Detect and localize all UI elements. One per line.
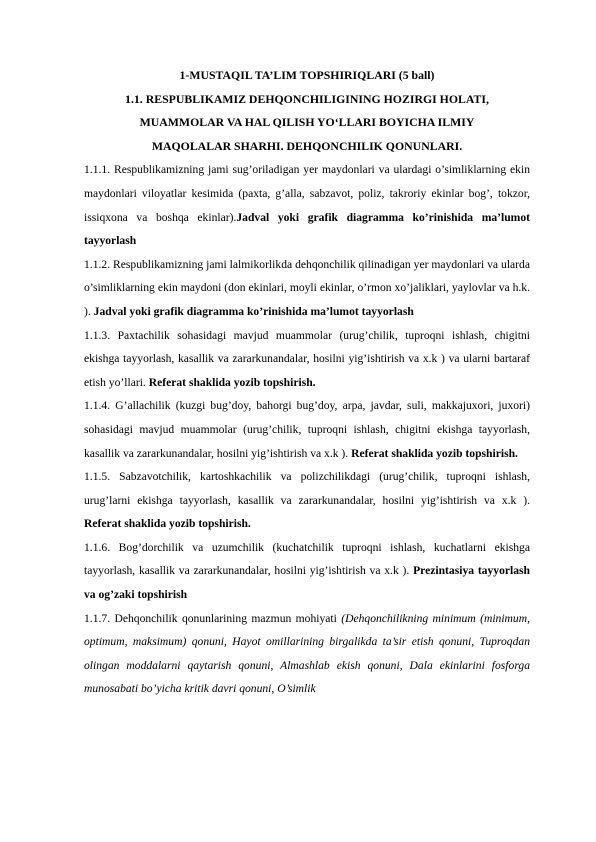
task-text: 1.1.7. Dehqonchilik qonunlarining mazmun mohiyati [84, 611, 342, 625]
task-format: Referat shaklida yozib topshirish. [351, 446, 518, 460]
task-text: 1.1.5. Sabzavotchilik, kartoshkachilik va polizchilikdagi (urug’chilik, tuproqni ishlash, urug’larni ekishga tayyorlash, kasallik va zararkunandalar, hosilni yig’ishtirish va x.k ). [84, 470, 530, 507]
task-text: 1.1.4. G’allachilik (kuzgi bug’doy, bahorgi bug’doy, arpa, javdar, suli, makkajuxori, juxori) sohasidagi mavjud muammolar (urug’chilik, tuproqni ishlash, chigitni ekishga tayyorlash, kasallik va zararkunandalar, hosilni yig’ishtirish va x.k ). [84, 399, 530, 460]
task-item-1-1-7 [84, 607, 530, 701]
heading-line-1: 1-MUSTAQIL TA’LIM TOPSHIRIQLARI (5 ball) [179, 68, 435, 82]
task-format: Jadval yoki grafik diagramma ko’rinishida ma’lumot tayyorlash [93, 304, 414, 318]
document-page [84, 64, 530, 701]
task-item-1-1-6 [84, 536, 530, 607]
task-text: 1.1.1. Respublikamizning jami sug’oriladigan yer maydonlari va ulardagi o’simliklarning ekin maydonlari viloyatlar kesimida (paxta, g’alla, sabzavot, poliz, takroriy ekinlar bog’, tokzor, issiqxona va boshqa ekinlar). [84, 163, 530, 224]
task-text: 1.1.2. Respublikamizning jami lalmikorlikda dehqonchilik qilinadigan yer maydonlari va ularda o’simliklarning ekin maydoni (don ekinlari, moyli ekinlar, o’rmon xo’jaliklari, yaylovlar va h.k. ). [84, 257, 530, 318]
task-item-1-1-1 [84, 158, 530, 252]
task-item-1-1-5 [84, 465, 530, 536]
task-format: Jadval yoki grafik diagramma ko’rinishida ma’lumot tayyorlash [84, 210, 530, 248]
heading-line-2: 1.1. RESPUBLIKAMIZ DEHQONCHILIGINING HOZIRGI HOLATI, [125, 91, 489, 106]
task-format: Referat shaklida yozib topshirish. [84, 517, 251, 531]
heading-line-3: MUAMMOLAR VA HAL QILISH YO‘LLARI BOYICHA ILMIY [139, 115, 475, 130]
task-item-1-1-2 [84, 253, 530, 324]
task-format: Prezintasiya tayyorlash va og’zaki topshirish [84, 564, 530, 602]
task-text: 1.1.6. Bog’dorchilik va uzumchilik (kuchatchilik tuproqni ishlash, kuchatlarni ekishga tayyorlash, kasallik va zararkunandalar, hosilni yig’ishtirish va x.k ). [84, 540, 530, 578]
task-item-1-1-3 [84, 324, 530, 395]
task-item-1-1-4 [84, 394, 530, 465]
task-format: Referat shaklida yozib topshirish. [148, 375, 316, 389]
task-text: 1.1.3. Paxtachilik sohasidagi mavjud muammolar (urug’chilik, tuproqni ishlash, chigitni ekishga tayyorlash, kasallik va zararkunandalar, hosilni yig’ishtirish va x.k ) va ularni bartaraf etish yo’llari. [84, 328, 530, 389]
heading-line-4: MAQOLALAR SHARHI. DEHQONCHILIK QONUNLARI. [151, 138, 463, 153]
task-laws-list: (Dehqonchilikning minimum (minimum, optimum, maksimum) qonuni, Hayot omillarining birgalikda ta’sir etish qonuni, Tuproqdan olingan moddalarni qaytarish qonuni, Almashlab ekish qonuni, Dala ekinlarini fosforga munosabati bo’yicha kritik davri qonuni, O’simlik [84, 611, 530, 696]
document-heading [84, 64, 530, 158]
